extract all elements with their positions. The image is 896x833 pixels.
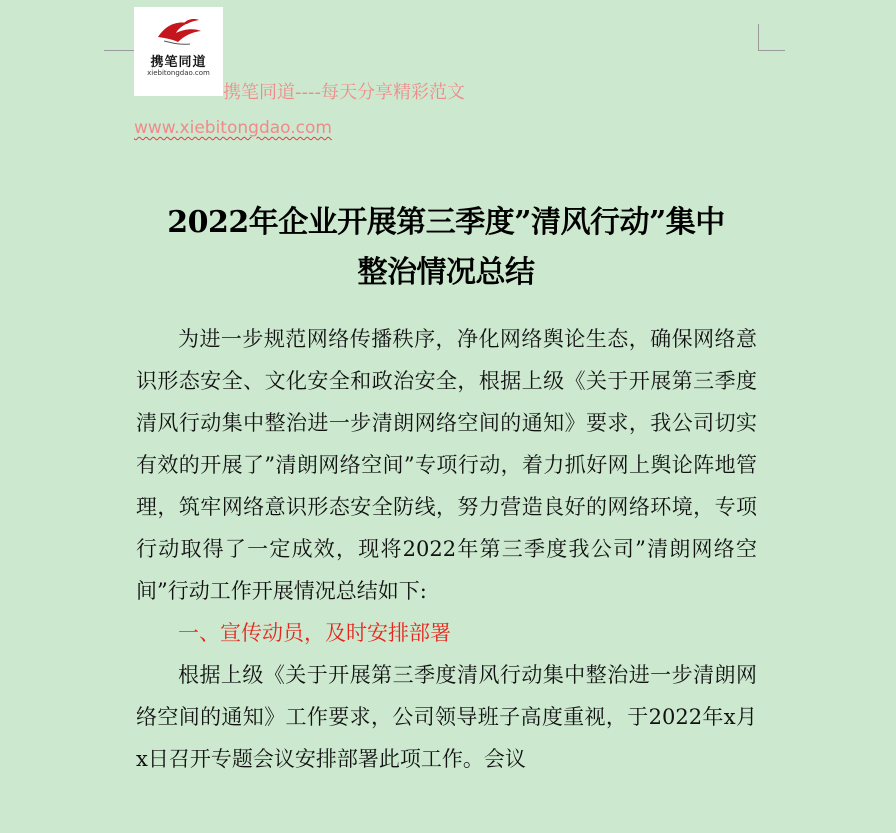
document-body	[136, 318, 757, 780]
document-title	[134, 198, 758, 298]
crop-mark-top-left	[104, 24, 135, 51]
title-line-2: 整治情况总结	[357, 255, 535, 290]
bird-logo-icon	[154, 15, 204, 49]
header-website-link[interactable]: www.xiebitongdao.com	[134, 118, 332, 138]
paragraph-section-1: 根据上级《关于开展第三季度清风行动集中整治进一步清朗网络空间的通知》工作要求，公司领导班子高度重视，于2022年x月x日召开专题会议安排部署此项工作。会议	[136, 663, 757, 771]
logo-url: xiebitongdao.com	[147, 69, 210, 77]
section-heading-1: 一、宣传动员，及时安排部署	[178, 621, 451, 645]
logo-name: 携笔同道	[150, 55, 207, 70]
site-logo	[134, 7, 223, 96]
crop-mark-top-right	[758, 24, 785, 51]
title-line-1: 2022年企业开展第三季度”清风行动”集中	[167, 205, 725, 240]
paragraph-intro: 为进一步规范网络传播秩序，净化网络舆论生态，确保网络意识形态安全、文化安全和政治安全，根据上级《关于开展第三季度清风行动集中整治进一步清朗网络空间的通知》要求，我公司切实有效的开展了”清朗网络空间”专项行动，着力抓好网上舆论阵地管理，筑牢网络意识形态安全防线，努力营造良好的网络环境，专项行动取得了一定成效，现将2022年第三季度我公司”清朗网络空间”行动工作开展情况总结如下:	[136, 327, 757, 603]
header-tagline: 携笔同道----每天分享精彩范文	[223, 82, 465, 103]
